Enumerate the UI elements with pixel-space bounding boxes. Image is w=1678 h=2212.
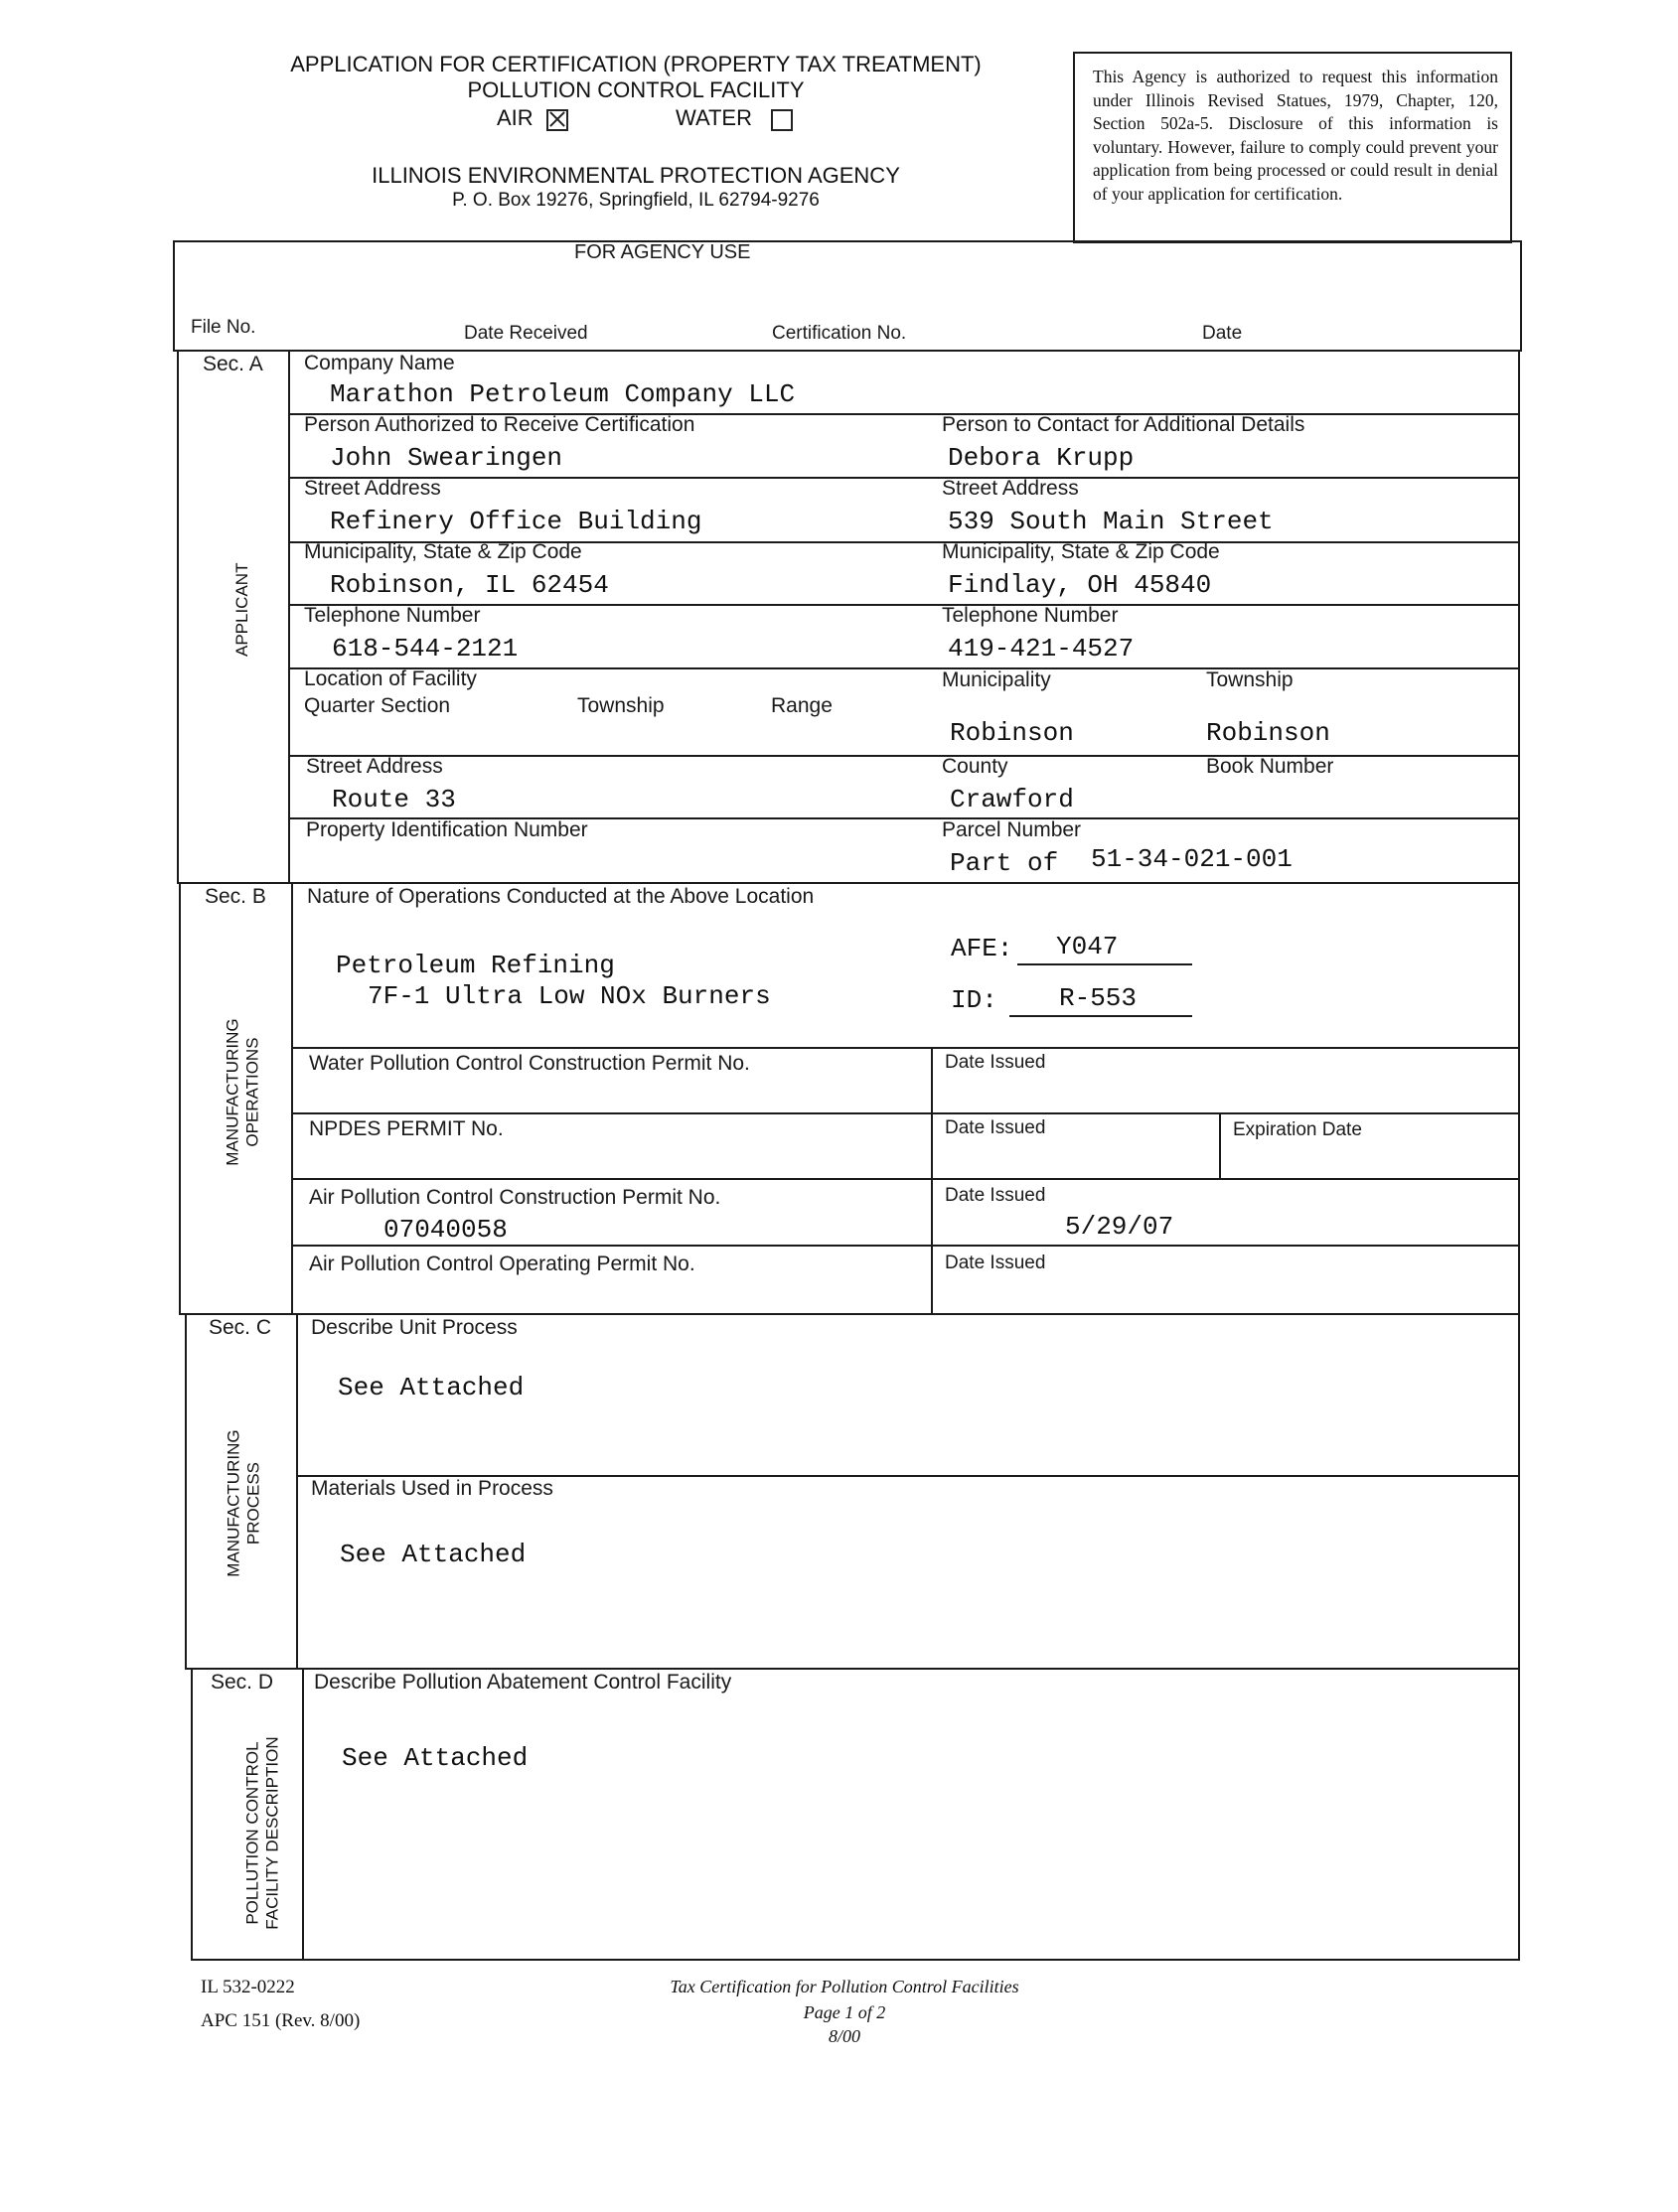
sec-b-label: Sec. B xyxy=(205,885,266,908)
telephone-left-value[interactable]: 618-544-2121 xyxy=(332,634,519,664)
pin-label: Property Identification Number xyxy=(306,818,588,841)
afe-value[interactable]: Y047 xyxy=(1056,932,1119,961)
person-contact-label: Person to Contact for Additional Details xyxy=(942,413,1305,436)
street-address-left-value[interactable]: Refinery Office Building xyxy=(330,507,702,536)
side-label-line2: FACILITY DESCRIPTION xyxy=(262,1736,281,1930)
agency-name: ILLINOIS ENVIRONMENTAL PROTECTION AGENCY xyxy=(372,163,900,188)
air-operating-permit-label: Air Pollution Control Operating Permit No. xyxy=(309,1253,695,1275)
manufacturing-operations-side-label xyxy=(223,1003,261,1182)
air-construction-permit-label: Air Pollution Control Construction Permit No. xyxy=(309,1186,721,1209)
certification-no-label: Certification No. xyxy=(772,323,907,344)
form-number: IL 532-0222 xyxy=(201,1977,295,1997)
range-label: Range xyxy=(771,694,833,717)
sec-d-label: Sec. D xyxy=(211,1671,274,1694)
county-value[interactable]: Crawford xyxy=(950,785,1074,814)
water-checkbox[interactable] xyxy=(771,109,793,131)
municipality-label: Municipality, State & Zip Code xyxy=(304,540,582,563)
file-no-label: File No. xyxy=(191,317,256,338)
nature-line2-value[interactable]: 7F-1 Ultra Low NOx Burners xyxy=(368,981,771,1011)
sec-c-label: Sec. C xyxy=(209,1316,272,1339)
quarter-section-label: Quarter Section xyxy=(304,694,451,717)
facility-township-label: Township xyxy=(1206,668,1294,691)
npdes-date-issued-label: Date Issued xyxy=(945,1117,1046,1138)
street-address-right-label: Street Address xyxy=(942,477,1079,500)
person-authorized-label: Person Authorized to Receive Certification xyxy=(304,413,695,436)
air-construction-permit-value[interactable]: 07040058 xyxy=(383,1215,508,1245)
air-construction-date-label: Date Issued xyxy=(945,1185,1046,1206)
municipality-right-label: Municipality, State & Zip Code xyxy=(942,540,1220,563)
water-date-issued-label: Date Issued xyxy=(945,1052,1046,1073)
apc-revision: APC 151 (Rev. 8/00) xyxy=(201,2010,361,2031)
agency-address: P. O. Box 19276, Springfield, IL 62794-9276 xyxy=(452,190,820,211)
nature-of-operations-label: Nature of Operations Conducted at the Above Location xyxy=(307,885,815,908)
township-label: Township xyxy=(577,694,665,717)
agency-date-label: Date xyxy=(1202,323,1243,344)
facility-municipality-value[interactable]: Robinson xyxy=(950,718,1074,748)
water-permit-label: Water Pollution Control Construction Permit No. xyxy=(309,1052,750,1075)
unit-process-value[interactable]: See Attached xyxy=(338,1373,525,1402)
date-received-label: Date Received xyxy=(464,323,588,344)
nature-line1-value[interactable]: Petroleum Refining xyxy=(336,951,615,980)
municipality-left-value[interactable]: Robinson, IL 62454 xyxy=(330,570,609,600)
facility-street-value[interactable]: Route 33 xyxy=(332,785,456,814)
person-authorized-value[interactable]: John Swearingen xyxy=(330,443,563,473)
telephone-right-label: Telephone Number xyxy=(942,604,1119,627)
agency-use-title: FOR AGENCY USE xyxy=(574,241,751,263)
form-title: APPLICATION FOR CERTIFICATION (PROPERTY TAX TREATMENT) xyxy=(290,52,982,76)
street-address-label: Street Address xyxy=(304,477,441,500)
water-label: WATER xyxy=(676,105,752,130)
side-label-line1: MANUFACTURING xyxy=(223,1018,242,1166)
parcel-number-label: Parcel Number xyxy=(942,818,1082,841)
disclosure-notice: This Agency is authorized to request this information under Illinois Revised Statues, 1979, Chapter, 120, Section 502a-5. Disclosure of this information is voluntary. However, failure to comply could prevent your application from being processed or could result in denial of your application for certification. xyxy=(1073,52,1512,243)
pollution-control-side-label xyxy=(242,1724,281,1943)
company-name-label: Company Name xyxy=(304,352,455,374)
footer-title: Tax Certification for Pollution Control Facilities xyxy=(670,1977,1019,1996)
materials-label: Materials Used in Process xyxy=(311,1477,553,1500)
unit-process-label: Describe Unit Process xyxy=(311,1316,518,1339)
telephone-label: Telephone Number xyxy=(304,604,481,627)
book-number-label: Book Number xyxy=(1206,755,1334,778)
air-operating-date-label: Date Issued xyxy=(945,1253,1046,1273)
telephone-right-value[interactable]: 419-421-4527 xyxy=(948,634,1135,664)
abatement-label: Describe Pollution Abatement Control Facility xyxy=(314,1671,732,1694)
footer-date: 8/00 xyxy=(828,2026,860,2046)
side-label-line2: PROCESS xyxy=(243,1461,262,1546)
applicant-side-label: APPLICANT xyxy=(232,562,252,658)
location-label: Location of Facility xyxy=(304,667,477,690)
id-value[interactable]: R-553 xyxy=(1059,983,1138,1013)
county-label: County xyxy=(942,755,1008,778)
street-address-right-value[interactable]: 539 South Main Street xyxy=(948,507,1274,536)
page-number: Page 1 of 2 xyxy=(803,2002,886,2022)
npdes-permit-label: NPDES PERMIT No. xyxy=(309,1117,504,1140)
air-label: AIR xyxy=(497,105,534,130)
abatement-value[interactable]: See Attached xyxy=(342,1743,529,1773)
company-name-value[interactable]: Marathon Petroleum Company LLC xyxy=(330,379,796,409)
expiration-date-label: Expiration Date xyxy=(1233,1119,1362,1140)
air-construction-date-value[interactable]: 5/29/07 xyxy=(1065,1212,1174,1242)
afe-label: AFE: xyxy=(951,934,1013,963)
side-label-line2: OPERATIONS xyxy=(242,1037,261,1147)
manufacturing-process-side-label xyxy=(224,1414,262,1593)
parcel-number-value[interactable]: 51-34-021-001 xyxy=(1091,844,1293,874)
materials-value[interactable]: See Attached xyxy=(340,1540,527,1569)
facility-township-value[interactable]: Robinson xyxy=(1206,718,1330,748)
sec-a-label: Sec. A xyxy=(203,353,263,375)
person-contact-value[interactable]: Debora Krupp xyxy=(948,443,1135,473)
air-checkbox[interactable] xyxy=(546,109,568,131)
municipality-right-value[interactable]: Findlay, OH 45840 xyxy=(948,570,1212,600)
facility-street-label: Street Address xyxy=(306,755,443,778)
side-label-line1: POLLUTION CONTROL xyxy=(242,1741,262,1925)
parcel-prefix: Part of xyxy=(950,848,1059,878)
form-subtitle: POLLUTION CONTROL FACILITY xyxy=(467,77,805,102)
facility-municipality-label: Municipality xyxy=(942,668,1051,691)
id-label: ID: xyxy=(951,985,997,1015)
side-label-line1: MANUFACTURING xyxy=(224,1429,243,1577)
